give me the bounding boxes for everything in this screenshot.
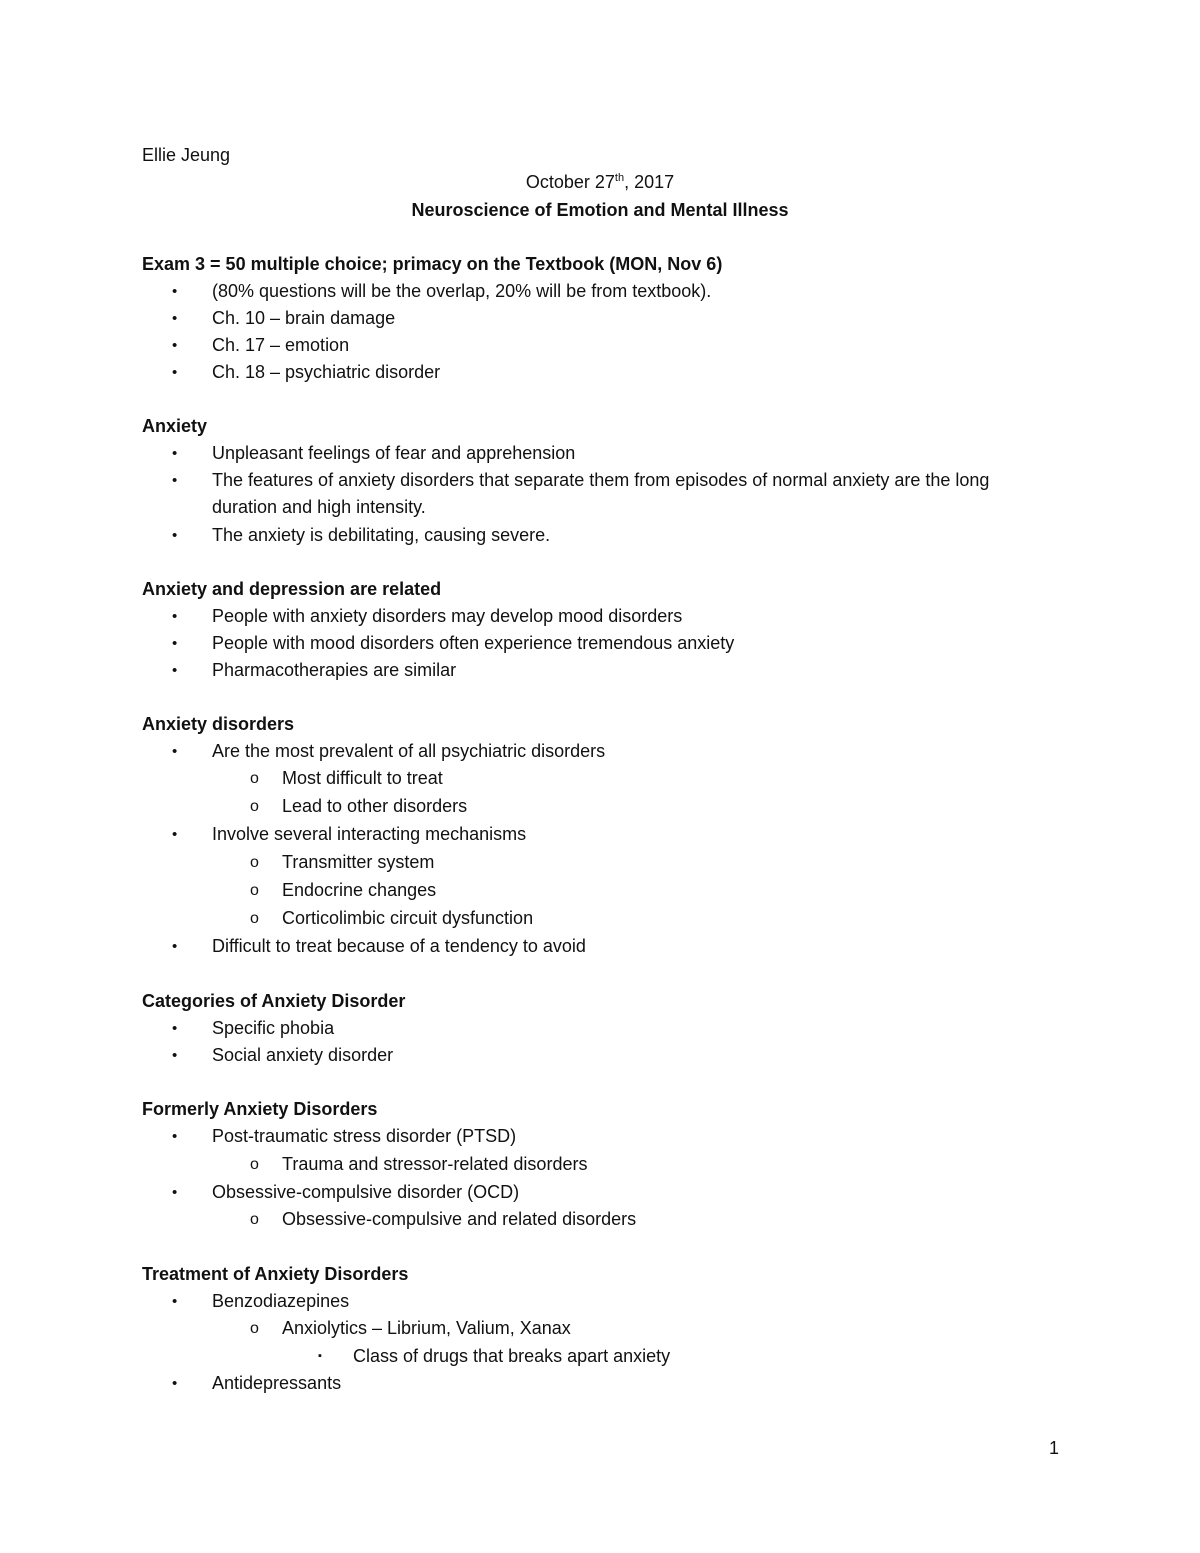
section-heading-treatment: Treatment of Anxiety Disorders [142,1264,409,1284]
section-heading-formerly: Formerly Anxiety Disorders [142,1099,378,1119]
section-heading-anxiety-depression: Anxiety and depression are related [142,579,442,599]
section-heading-exam: Exam 3 = 50 multiple choice; primacy on the Textbook (MON, Nov 6) [142,254,723,274]
section-heading-anxiety-disorders: Anxiety disorders [142,714,295,734]
course-title: Neuroscience of Emotion and Mental Illness [411,200,789,220]
author-name: Ellie Jeung [142,145,231,165]
page-number: 1 [1049,1438,1060,1458]
document-page: Ellie Jeung October 27th, 2017 Neuroscience of Emotion and Mental Illness Exam 3 = 50 multiple choice; primacy on the Textbook (MON, Nov 6) • (80% questions will be the overlap, 20% will be from textbook). • Ch. 10 – brain damage • Ch. 17 – emotion • Ch. 18 – psychiatric disorder Anxiety • Unpleasant feelings of fear and apprehension • The features of anxiety disorders that separate them from episodes of normal anxiety are the long duration and high intensity. • The anxiety is debilitating, causing severe. Anxiety and depression are related • People with anxiety disorders may develop mood disorders • People with mood disorders often experience tremendous anxiety • Pharmacotherapies are similar Anxiety disorders • Are the most prevalent of all psychiatric disorders o Most difficult to treat o Lead to other disorders • Involve several interacting mechanisms o Transmitter system o Endocrine changes o Corticolimbic circuit dysfunction • Difficult to treat because of a tendency to avoid Categories of Anxiety Disorder • Specific phobia • Social anxiety disorder Formerly Anxiety Disorders • Post-traumatic stress disorder (PTSD) o Trauma and stressor-related disorders • Obsessive-compulsive disorder (OCD) o Obsessive-compulsive and related disorders Treatment of Anxiety Disorders • Benzodiazepines o Anxiolytics – Librium, Valium, Xanax ▪ Class of drugs that breaks apart anxiety • Antidepressants 1 [0,0,1200,1553]
section-heading-anxiety: Anxiety [142,416,208,436]
document-date: October 27th, 2017 [525,172,675,192]
section-heading-categories: Categories of Anxiety Disorder [142,991,406,1011]
